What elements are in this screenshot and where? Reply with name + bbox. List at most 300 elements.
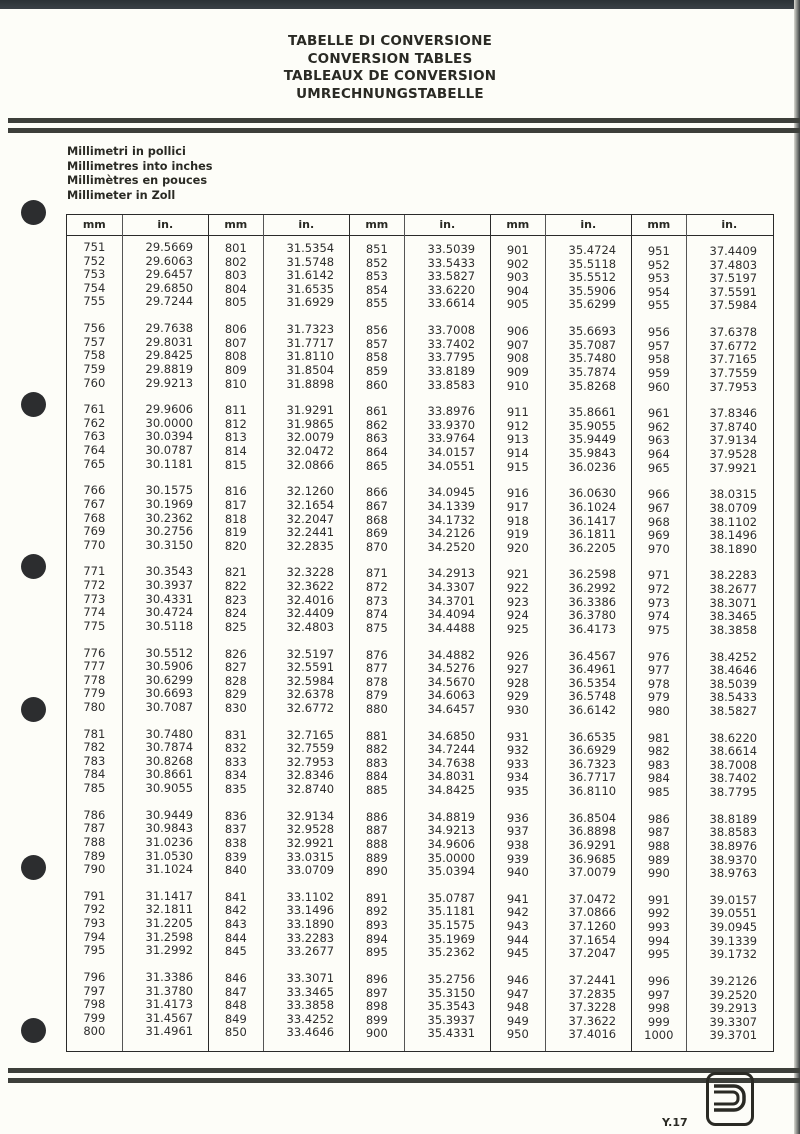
mm-value-cell: 874 bbox=[365, 607, 388, 622]
inch-value-cell: 35.3543 bbox=[427, 999, 476, 1014]
page-title bbox=[200, 33, 580, 103]
inch-value-cell: 32.9921 bbox=[286, 835, 335, 850]
mm-value-cell: 755 bbox=[83, 294, 106, 309]
mm-value-cell: 772 bbox=[83, 578, 106, 592]
inch-value-cell: 34.2126 bbox=[427, 526, 476, 541]
inch-value-cell: 38.9370 bbox=[709, 852, 758, 867]
inch-value-cell: 33.7008 bbox=[427, 323, 476, 338]
inch-value-cell: 33.3465 bbox=[286, 984, 335, 999]
subtitle-german: Millimeter in Zoll bbox=[67, 188, 176, 202]
inch-value-cell: 37.7559 bbox=[709, 365, 758, 380]
mm-value-cell: 919 bbox=[506, 527, 529, 542]
mm-value-cell: 909 bbox=[506, 364, 529, 379]
inch-value-cell: 33.4252 bbox=[286, 1011, 335, 1026]
title-italian: TABELLE DI CONVERSIONE bbox=[287, 33, 493, 49]
inch-value-cell: 36.3386 bbox=[568, 594, 617, 609]
scan-right-edge bbox=[794, 0, 800, 1134]
mm-value-cell: 827 bbox=[224, 660, 247, 675]
inch-value-cell: 31.5748 bbox=[286, 254, 335, 269]
mm-value-cell: 761 bbox=[83, 402, 106, 417]
mm-value-cell: 973 bbox=[647, 595, 670, 610]
column-header-mm: mm bbox=[224, 218, 248, 231]
inch-value-cell: 33.2283 bbox=[286, 930, 335, 945]
inch-value-cell: 37.2441 bbox=[568, 972, 617, 987]
inch-value-cell: 31.2992 bbox=[145, 943, 194, 958]
mm-value-cell: 777 bbox=[83, 659, 106, 674]
mm-value-cell: 856 bbox=[365, 323, 388, 338]
table-column-in-5 bbox=[686, 215, 772, 1051]
inch-value-cell: 31.0530 bbox=[145, 848, 194, 863]
mm-value-cell: 837 bbox=[224, 822, 247, 837]
mm-value-cell: 855 bbox=[365, 296, 388, 311]
mm-value-cell: 873 bbox=[365, 593, 388, 608]
mm-value-cell: 923 bbox=[506, 594, 529, 609]
mm-value-cell: 767 bbox=[83, 496, 106, 511]
mm-value-cell: 948 bbox=[506, 1000, 529, 1015]
mm-value-cell: 904 bbox=[506, 283, 529, 298]
inch-value-cell: 38.3071 bbox=[709, 595, 758, 610]
mm-value-cell: 799 bbox=[83, 1010, 106, 1025]
inch-value-cell: 35.5118 bbox=[568, 256, 617, 271]
mm-value-cell: 847 bbox=[224, 984, 247, 999]
mm-value-cell: 866 bbox=[365, 485, 388, 500]
inch-value-cell: 35.5512 bbox=[568, 270, 617, 285]
inch-value-cell: 37.7953 bbox=[709, 379, 758, 394]
mm-value-cell: 928 bbox=[506, 675, 529, 690]
mm-value-cell: 967 bbox=[647, 500, 670, 515]
inch-value-cell: 35.4331 bbox=[427, 1026, 476, 1041]
inch-value-cell: 33.3071 bbox=[286, 970, 335, 985]
inch-value-cell: 32.1260 bbox=[286, 484, 335, 499]
table-column-mm-4 bbox=[490, 215, 545, 1051]
mm-value-cell: 993 bbox=[647, 920, 670, 934]
binder-hole-icon bbox=[21, 554, 46, 579]
inch-value-cell: 31.6142 bbox=[286, 268, 335, 283]
mm-value-cell: 883 bbox=[365, 755, 388, 770]
inch-value-cell: 35.4724 bbox=[568, 243, 617, 257]
mm-value-cell: 766 bbox=[83, 483, 106, 498]
column-header-mm: mm bbox=[82, 218, 106, 231]
inch-value-cell: 39.0551 bbox=[709, 906, 758, 921]
mm-value-cell: 795 bbox=[83, 943, 106, 958]
inch-value-cell: 33.1890 bbox=[286, 917, 335, 931]
inch-value-cell: 36.4173 bbox=[568, 621, 617, 636]
mm-value-cell: 862 bbox=[365, 417, 388, 432]
column-header-mm: mm bbox=[647, 218, 671, 231]
mm-value-cell: 877 bbox=[365, 661, 388, 676]
mm-value-cell: 995 bbox=[647, 947, 670, 962]
inch-value-cell: 36.3780 bbox=[568, 608, 617, 623]
inch-value-cell: 37.8346 bbox=[709, 406, 758, 421]
title-french: TABLEAUX DE CONVERSION bbox=[283, 68, 497, 84]
inch-value-cell: 30.9449 bbox=[145, 807, 194, 822]
mm-value-cell: 868 bbox=[365, 512, 388, 527]
inch-value-cell: 35.1575 bbox=[427, 918, 476, 932]
mm-value-cell: 800 bbox=[83, 1024, 106, 1039]
mm-value-cell: 972 bbox=[647, 582, 670, 596]
mm-value-cell: 819 bbox=[224, 525, 247, 540]
mm-value-cell: 949 bbox=[506, 1013, 529, 1028]
mm-value-cell: 824 bbox=[224, 606, 247, 621]
mm-value-cell: 953 bbox=[647, 271, 670, 286]
mm-value-cell: 954 bbox=[647, 284, 670, 299]
mm-value-cell: 918 bbox=[506, 513, 529, 528]
mm-value-cell: 977 bbox=[647, 663, 670, 678]
inch-value-cell: 30.3937 bbox=[145, 578, 194, 592]
column-header-in: in. bbox=[157, 218, 174, 231]
inch-value-cell: 30.8268 bbox=[145, 753, 194, 768]
inch-value-cell: 38.6220 bbox=[709, 730, 758, 745]
inch-value-cell: 34.7244 bbox=[427, 742, 476, 757]
mm-value-cell: 876 bbox=[365, 647, 388, 662]
inch-value-cell: 30.2362 bbox=[145, 510, 194, 525]
column-header-in: in. bbox=[580, 218, 597, 231]
scan-top-edge bbox=[0, 0, 800, 9]
mm-value-cell: 997 bbox=[647, 987, 670, 1002]
inch-value-cell: 36.0236 bbox=[568, 459, 617, 474]
mm-value-cell: 933 bbox=[506, 756, 529, 771]
mm-value-cell: 982 bbox=[647, 744, 670, 759]
inch-value-cell: 35.0394 bbox=[427, 864, 476, 879]
mm-value-cell: 884 bbox=[365, 769, 388, 784]
mm-value-cell: 805 bbox=[224, 295, 247, 310]
mm-value-cell: 851 bbox=[365, 242, 388, 256]
inch-value-cell: 30.7480 bbox=[145, 726, 194, 741]
mm-value-cell: 803 bbox=[224, 268, 247, 283]
mm-value-cell: 811 bbox=[224, 403, 247, 418]
mm-value-cell: 996 bbox=[647, 973, 670, 988]
mm-value-cell: 938 bbox=[506, 837, 529, 852]
inch-value-cell: 32.5984 bbox=[286, 673, 335, 688]
mm-value-cell: 983 bbox=[647, 757, 670, 772]
mm-value-cell: 970 bbox=[647, 541, 670, 556]
mm-value-cell: 957 bbox=[647, 338, 670, 353]
inch-value-cell: 37.0472 bbox=[568, 891, 617, 906]
mm-value-cell: 958 bbox=[647, 352, 670, 367]
mm-value-cell: 768 bbox=[83, 510, 106, 525]
mm-value-cell: 752 bbox=[83, 253, 106, 268]
footer-rule-top bbox=[8, 1068, 800, 1073]
mm-value-cell: 937 bbox=[506, 824, 529, 839]
mm-value-cell: 898 bbox=[365, 999, 388, 1014]
mm-value-cell: 853 bbox=[365, 269, 388, 284]
inch-value-cell: 34.4882 bbox=[427, 647, 476, 662]
mm-value-cell: 891 bbox=[365, 890, 388, 905]
inch-value-cell: 35.7874 bbox=[568, 364, 617, 379]
mm-value-cell: 793 bbox=[83, 916, 106, 930]
inch-value-cell: 39.2126 bbox=[709, 973, 758, 988]
inch-value-cell: 33.6614 bbox=[427, 296, 476, 311]
mm-value-cell: 864 bbox=[365, 445, 388, 459]
inch-value-cell: 29.8819 bbox=[145, 361, 194, 376]
mm-value-cell: 787 bbox=[83, 821, 106, 836]
mm-value-cell: 870 bbox=[365, 539, 388, 554]
inch-value-cell: 32.7953 bbox=[286, 754, 335, 769]
inch-value-cell: 31.7323 bbox=[286, 322, 335, 337]
inch-value-cell: 31.8898 bbox=[286, 376, 335, 391]
mm-value-cell: 770 bbox=[83, 537, 106, 552]
inch-value-cell: 32.2835 bbox=[286, 538, 335, 553]
inch-value-cell: 31.6929 bbox=[286, 295, 335, 310]
inch-value-cell: 38.1496 bbox=[709, 528, 758, 543]
inch-value-cell: 31.3386 bbox=[145, 969, 194, 984]
mm-value-cell: 955 bbox=[647, 298, 670, 313]
mm-value-cell: 991 bbox=[647, 892, 670, 907]
mm-value-cell: 944 bbox=[506, 932, 529, 947]
inch-value-cell: 36.8110 bbox=[568, 784, 617, 798]
mm-value-cell: 990 bbox=[647, 866, 670, 881]
inch-value-cell: 38.7008 bbox=[709, 757, 758, 772]
mm-value-cell: 861 bbox=[365, 404, 388, 419]
inch-value-cell: 30.6299 bbox=[145, 672, 194, 687]
mm-value-cell: 822 bbox=[224, 579, 247, 593]
inch-value-cell: 33.8976 bbox=[427, 404, 476, 419]
mm-value-cell: 917 bbox=[506, 499, 529, 514]
mm-value-cell: 784 bbox=[83, 767, 106, 782]
mm-value-cell: 788 bbox=[83, 834, 106, 849]
inch-value-cell: 35.7480 bbox=[568, 351, 617, 366]
inch-value-cell: 38.8976 bbox=[709, 838, 758, 853]
inch-value-cell: 33.7795 bbox=[427, 350, 476, 365]
mm-value-cell: 925 bbox=[506, 621, 529, 636]
mm-value-cell: 794 bbox=[83, 929, 106, 944]
inch-value-cell: 33.1102 bbox=[286, 889, 335, 904]
inch-value-cell: 29.7244 bbox=[145, 294, 194, 309]
mm-value-cell: 813 bbox=[224, 430, 247, 445]
mm-value-cell: 840 bbox=[224, 863, 247, 878]
mm-value-cell: 753 bbox=[83, 267, 106, 282]
inch-value-cell: 38.3465 bbox=[709, 609, 758, 624]
mm-value-cell: 979 bbox=[647, 690, 670, 705]
inch-value-cell: 37.5591 bbox=[709, 284, 758, 299]
mm-value-cell: 820 bbox=[224, 538, 247, 553]
inch-value-cell: 30.1969 bbox=[145, 496, 194, 511]
mm-value-cell: 798 bbox=[83, 997, 106, 1012]
mm-value-cell: 765 bbox=[83, 456, 106, 471]
inch-value-cell: 36.6142 bbox=[568, 702, 617, 717]
mm-value-cell: 894 bbox=[365, 931, 388, 946]
inch-value-cell: 36.5354 bbox=[568, 675, 617, 690]
mm-value-cell: 934 bbox=[506, 770, 529, 785]
mm-value-cell: 897 bbox=[365, 985, 388, 1000]
inch-value-cell: 31.7717 bbox=[286, 335, 335, 350]
inch-value-cell: 29.6457 bbox=[145, 267, 194, 282]
inch-value-cell: 30.2756 bbox=[145, 524, 194, 539]
inch-value-cell: 39.3701 bbox=[709, 1028, 758, 1043]
mm-value-cell: 961 bbox=[647, 406, 670, 421]
inch-value-cell: 38.8189 bbox=[709, 811, 758, 826]
subtitle-french: Millimètres en pouces bbox=[67, 174, 208, 187]
mm-value-cell: 905 bbox=[506, 297, 529, 312]
mm-value-cell: 846 bbox=[224, 970, 247, 985]
mm-value-cell: 971 bbox=[647, 568, 670, 583]
inch-value-cell: 31.4567 bbox=[145, 1010, 194, 1025]
inch-value-cell: 33.9370 bbox=[427, 417, 476, 432]
mm-value-cell: 832 bbox=[224, 741, 247, 756]
inch-value-cell: 38.5827 bbox=[709, 703, 758, 718]
inch-value-cell: 33.8583 bbox=[427, 377, 476, 392]
inch-value-cell: 36.1811 bbox=[568, 527, 617, 542]
inch-value-cell: 30.4724 bbox=[145, 605, 194, 620]
mm-value-cell: 916 bbox=[506, 486, 529, 501]
mm-value-cell: 863 bbox=[365, 431, 388, 446]
inch-value-cell: 32.3622 bbox=[286, 579, 335, 593]
inch-value-cell: 38.0709 bbox=[709, 500, 758, 515]
column-header-mm: mm bbox=[506, 218, 530, 231]
subtitle-english: Millimetres into inches bbox=[67, 159, 213, 173]
inch-value-cell: 38.7402 bbox=[709, 771, 758, 786]
inch-value-cell: 36.0630 bbox=[568, 486, 617, 501]
inch-value-cell: 35.6299 bbox=[568, 297, 617, 312]
inch-value-cell: 34.5276 bbox=[427, 661, 476, 676]
inch-value-cell: 29.6850 bbox=[145, 280, 194, 295]
mm-value-cell: 826 bbox=[224, 646, 247, 661]
mm-value-cell: 859 bbox=[365, 363, 388, 378]
inch-value-cell: 37.4803 bbox=[709, 257, 758, 272]
inch-value-cell: 33.2677 bbox=[286, 944, 335, 959]
table-column-in-1 bbox=[122, 215, 208, 1051]
binder-hole-icon bbox=[21, 392, 46, 417]
inch-value-cell: 31.2598 bbox=[145, 929, 194, 944]
mm-value-cell: 778 bbox=[83, 672, 106, 687]
mm-value-cell: 926 bbox=[506, 648, 529, 663]
inch-value-cell: 29.8425 bbox=[145, 348, 194, 363]
mm-value-cell: 943 bbox=[506, 919, 529, 933]
inch-value-cell: 38.1102 bbox=[709, 514, 758, 529]
mm-value-cell: 969 bbox=[647, 528, 670, 543]
mm-value-cell: 797 bbox=[83, 983, 106, 998]
mm-value-cell: 791 bbox=[83, 888, 106, 903]
inch-value-cell: 34.4094 bbox=[427, 607, 476, 622]
inch-value-cell: 34.8819 bbox=[427, 809, 476, 824]
subtitle-italian: Millimetri in pollici bbox=[67, 145, 186, 158]
inch-value-cell: 38.2283 bbox=[709, 568, 758, 583]
inch-value-cell: 36.4567 bbox=[568, 648, 617, 663]
inch-value-cell: 38.4252 bbox=[709, 649, 758, 664]
inch-value-cell: 32.8346 bbox=[286, 768, 335, 783]
inch-value-cell: 36.2598 bbox=[568, 567, 617, 582]
binder-hole-icon bbox=[21, 697, 46, 722]
inch-value-cell: 39.2913 bbox=[709, 1001, 758, 1016]
mm-value-cell: 801 bbox=[224, 241, 247, 255]
mm-value-cell: 885 bbox=[365, 783, 388, 797]
inch-value-cell: 31.0236 bbox=[145, 834, 194, 849]
inch-value-cell: 31.2205 bbox=[145, 916, 194, 930]
inch-value-cell: 31.4173 bbox=[145, 997, 194, 1012]
inch-value-cell: 36.1024 bbox=[568, 499, 617, 514]
mm-value-cell: 945 bbox=[506, 946, 529, 961]
mm-value-cell: 981 bbox=[647, 730, 670, 745]
mm-value-cell: 865 bbox=[365, 458, 388, 473]
mm-value-cell: 775 bbox=[83, 618, 106, 633]
inch-value-cell: 34.5670 bbox=[427, 674, 476, 689]
mm-value-cell: 947 bbox=[506, 986, 529, 1001]
inch-value-cell: 33.4646 bbox=[286, 1025, 335, 1040]
inch-value-cell: 30.9055 bbox=[145, 781, 194, 795]
inch-value-cell: 39.1732 bbox=[709, 947, 758, 962]
mm-value-cell: 785 bbox=[83, 781, 106, 795]
mm-value-cell: 857 bbox=[365, 336, 388, 351]
inch-value-cell: 38.1890 bbox=[709, 541, 758, 556]
inch-value-cell: 37.0866 bbox=[568, 905, 617, 920]
mm-value-cell: 807 bbox=[224, 335, 247, 350]
page-number: Y.17 bbox=[662, 1116, 688, 1129]
inch-value-cell: 30.5118 bbox=[145, 618, 194, 633]
inch-value-cell: 37.6772 bbox=[709, 338, 758, 353]
inch-value-cell: 38.5433 bbox=[709, 690, 758, 705]
table-subtitle bbox=[67, 145, 213, 203]
inch-value-cell: 30.9843 bbox=[145, 821, 194, 836]
mm-value-cell: 774 bbox=[83, 605, 106, 620]
mm-value-cell: 839 bbox=[224, 849, 247, 864]
inch-value-cell: 33.1496 bbox=[286, 903, 335, 918]
inch-value-cell: 32.4016 bbox=[286, 592, 335, 607]
inch-value-cell: 35.0787 bbox=[427, 890, 476, 905]
inch-value-cell: 29.9606 bbox=[145, 402, 194, 417]
inch-value-cell: 36.4961 bbox=[568, 662, 617, 677]
mm-value-cell: 908 bbox=[506, 351, 529, 366]
inch-value-cell: 30.5512 bbox=[145, 645, 194, 660]
mm-value-cell: 843 bbox=[224, 917, 247, 931]
inch-value-cell: 30.7087 bbox=[145, 699, 194, 714]
mm-value-cell: 845 bbox=[224, 944, 247, 959]
inch-value-cell: 30.1181 bbox=[145, 456, 194, 471]
mm-value-cell: 910 bbox=[506, 378, 529, 393]
mm-value-cell: 757 bbox=[83, 334, 106, 349]
mm-value-cell: 769 bbox=[83, 524, 106, 539]
inch-value-cell: 37.9134 bbox=[709, 433, 758, 448]
inch-value-cell: 37.2047 bbox=[568, 946, 617, 961]
mm-value-cell: 830 bbox=[224, 700, 247, 715]
inch-value-cell: 37.9528 bbox=[709, 447, 758, 461]
mm-value-cell: 759 bbox=[83, 361, 106, 376]
mm-value-cell: 776 bbox=[83, 645, 106, 660]
inch-value-cell: 34.0945 bbox=[427, 485, 476, 500]
mm-value-cell: 879 bbox=[365, 688, 388, 703]
mm-value-cell: 899 bbox=[365, 1012, 388, 1027]
mm-value-cell: 823 bbox=[224, 592, 247, 607]
mm-value-cell: 838 bbox=[224, 835, 247, 850]
inch-value-cell: 39.2520 bbox=[709, 987, 758, 1002]
inch-value-cell: 32.0472 bbox=[286, 444, 335, 458]
inch-value-cell: 32.2441 bbox=[286, 525, 335, 540]
inch-value-cell: 36.2205 bbox=[568, 540, 617, 555]
inch-value-cell: 36.1417 bbox=[568, 513, 617, 528]
inch-value-cell: 39.1339 bbox=[709, 933, 758, 948]
inch-value-cell: 33.5827 bbox=[427, 269, 476, 284]
inch-value-cell: 34.9606 bbox=[427, 836, 476, 851]
inch-value-cell: 35.2362 bbox=[427, 945, 476, 960]
inch-value-cell: 31.6535 bbox=[286, 281, 335, 296]
mm-value-cell: 781 bbox=[83, 726, 106, 741]
inch-value-cell: 37.3228 bbox=[568, 1000, 617, 1015]
inch-value-cell: 37.0079 bbox=[568, 865, 617, 880]
mm-value-cell: 835 bbox=[224, 782, 247, 796]
inch-value-cell: 35.8268 bbox=[568, 378, 617, 393]
inch-value-cell: 34.8425 bbox=[427, 783, 476, 797]
mm-value-cell: 771 bbox=[83, 564, 106, 579]
inch-value-cell: 37.5197 bbox=[709, 271, 758, 286]
inch-value-cell: 34.0551 bbox=[427, 458, 476, 473]
mm-value-cell: 896 bbox=[365, 971, 388, 986]
mm-value-cell: 782 bbox=[83, 740, 106, 755]
inch-value-cell: 32.6378 bbox=[286, 687, 335, 702]
header-rule-top bbox=[8, 118, 800, 123]
mm-value-cell: 992 bbox=[647, 906, 670, 921]
inch-value-cell: 36.8898 bbox=[568, 824, 617, 839]
inch-value-cell: 37.7165 bbox=[709, 352, 758, 367]
mm-value-cell: 932 bbox=[506, 743, 529, 758]
